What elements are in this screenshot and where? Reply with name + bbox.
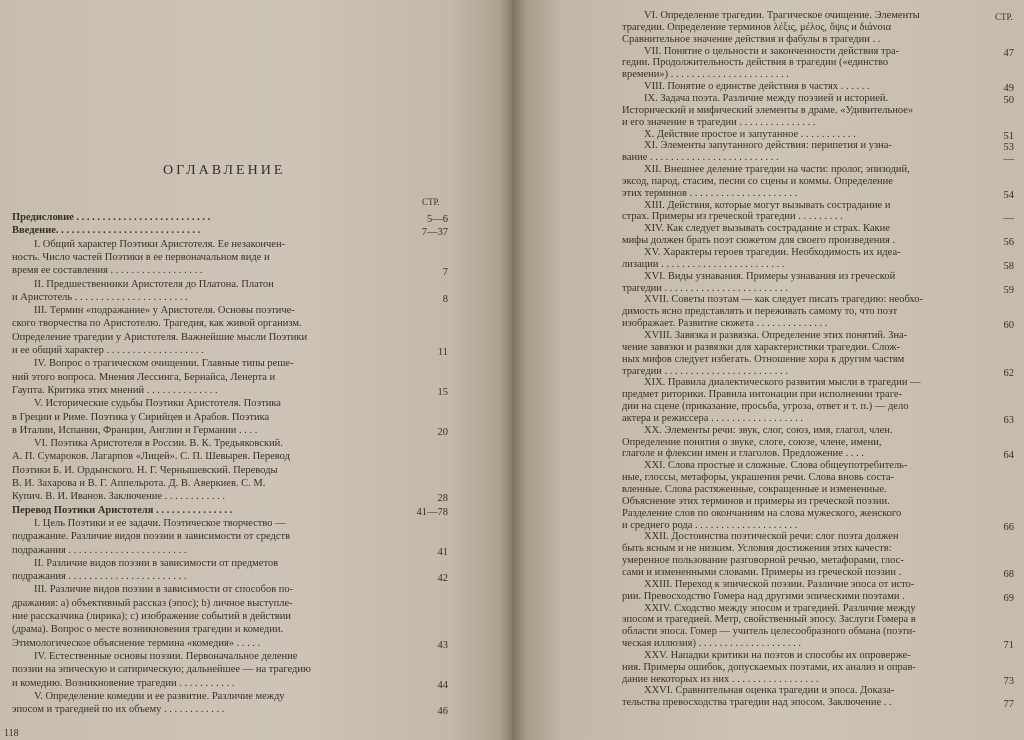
right-line: XXIII. Переход к эпической поэзии. Различие эпоса от исто- [644, 578, 915, 590]
left-page-number: 44 [437, 679, 448, 691]
right-line: вленные. Слова растяженные, сокращенные и измененные. [622, 484, 887, 495]
right-line: XVII. Советы поэтам — как следует писать трагедию: необхо- [644, 294, 923, 306]
right-line: эксод, парод, стасим, песни со сцены и коммы. Определение [622, 175, 893, 187]
left-line: ность. Число частей Поэтики в ее первоначальном виде и [12, 251, 270, 263]
right-line: тельства превосходства трагедии над эпосом. Заключение . . [622, 697, 892, 709]
right-line: рии. Превосходство Гомера над другими эпическими поэтами . [622, 590, 905, 602]
right-line: димость ясно представлять и переживать самому то, что поэт [622, 306, 898, 318]
left-line: V. Исторические судьбы Поэтики Аристотеля. Поэтика [34, 398, 281, 410]
left-line: III. Различие видов поэзии в зависимости от способов по- [34, 584, 294, 596]
left-line: и ее общий характер . . . . . . . . . . . . . . . . . . . [12, 345, 204, 356]
left-line: ние рассказчика (лирика); с) изображение событий в действии [12, 611, 291, 622]
left-line: I. Общий характер Поэтики Аристотеля. Ее незакончен- [34, 238, 286, 250]
left-line: и Аристотель . . . . . . . . . . . . . . . . . . . . . . [12, 291, 188, 303]
right-page-number: 47 [1003, 47, 1014, 59]
right-line: XXI. Слова простые и сложные. Слова общеупотребитель- [644, 460, 908, 472]
left-line: подражания . . . . . . . . . . . . . . . . . . . . . . . [12, 544, 187, 556]
right-line: дание некоторых из них . . . . . . . . . . . . . . . . . [622, 673, 819, 685]
right-line: XXIV. Сходство между эпосом и трагедией. Различие между [644, 602, 916, 614]
right-line: времени») . . . . . . . . . . . . . . . . . . . . . . . [622, 69, 789, 81]
left-line: VI. Поэтика Аристотеля в России. В. К. Тредьяковский. [34, 438, 283, 450]
right-line: мифы должен брать поэт сюжетом для своего произведения . [622, 235, 896, 247]
right-page-number: 69 [1003, 592, 1014, 604]
right-page-number: 50 [1003, 94, 1014, 106]
right-line: актера и режиссера . . . . . . . . . . . . . . . . . . [622, 412, 803, 424]
left-line: Гаупта. Критика этих мнений . . . . . . . . . . . . . . [12, 384, 218, 396]
right-line: трагедии . . . . . . . . . . . . . . . . . . . . . . . . [622, 282, 788, 294]
page-column-header: СТР. [422, 197, 440, 207]
right-line: ные, глоссы, метафоры, украшения речи. Слова вновь соста- [622, 472, 895, 484]
right-line: страх. Примеры из греческой трагедии . . . . . . . . . [622, 211, 843, 223]
right-page-number: 53 [1003, 142, 1014, 154]
right-page-number: 58 [1003, 260, 1014, 272]
right-line: XXVI. Сравнительная оценка трагедии и эпоса. Доказа- [644, 685, 895, 697]
right-line: ния. Примеры ошибок, допускаемых поэтами, их анализ и оправ- [622, 661, 916, 673]
right-page-number: 77 [1003, 699, 1014, 711]
right-page-number: 63 [1003, 414, 1014, 426]
left-page-number: 41—78 [416, 506, 448, 518]
left-line: Введение. . . . . . . . . . . . . . . . . . . . . . . . . . . . [12, 225, 201, 237]
left-page-number: 15 [437, 386, 448, 398]
right-line: Объяснение этих терминов и примеры из греческой поэзии. [622, 495, 890, 507]
left-line: I. Цель Поэтики и ее задачи. Поэтическое творчество — [34, 517, 286, 529]
folio-number: 118 [4, 728, 19, 739]
right-line: XVIII. Завязка и развязка. Определение этих понятий. Зна- [644, 329, 908, 341]
right-line: области эпоса. Гомер — учитель целесообразного обмана (поэти- [622, 626, 916, 638]
right-line: Сравнительное значение действия и фабулы в трагедии . . [622, 33, 881, 45]
right-line: XV. Характеры героев трагедии. Необходимость их идеа- [644, 247, 901, 258]
left-line: подражание. Различие видов поэзии в зависимости от средств [12, 531, 291, 543]
right-line: IX. Задача поэта. Различие между поэзией и историей. [644, 92, 889, 104]
left-line: подражания . . . . . . . . . . . . . . . . . . . . . . . [12, 571, 187, 583]
left-page-number: 42 [437, 573, 448, 585]
right-line: изображает. Развитие сюжета . . . . . . . . . . . . . . [622, 318, 828, 330]
left-page-number: 28 [437, 493, 448, 505]
right-page-number: — [1003, 213, 1014, 225]
left-line: IV. Естественные основы поэзии. Первоначальное деление [34, 650, 298, 662]
right-line: дии на сцене (приказание, просьба, угроза, ответ и т. п.) — дело [622, 401, 909, 413]
left-line: эпосом и трагедией по их объему . . . . . . . . . . . . [12, 704, 225, 716]
left-line: II. Предшественники Аристотеля до Платона. Платон [34, 278, 274, 290]
left-line: Этимологическое объяснение термина «комедия» . . . . . [12, 637, 261, 649]
left-page-number: 7—37 [421, 227, 448, 239]
left-line: ний этого вопроса. Мнения Лессинга, Бернайса, Ленерта и [12, 371, 276, 383]
right-line: XXII. Достоинства поэтической речи: слог поэта должен [644, 531, 899, 543]
left-page-number: 43 [437, 639, 448, 651]
left-line: Поэтики Б. И. Ордынского. Н. Г. Чернышевский. Переводы [12, 464, 278, 476]
right-page [512, 0, 1024, 740]
left-line: в Греции и Риме. Поэтика у Сирийцев и Арабов. Поэтика [12, 411, 270, 423]
right-line: быть ясным и не низким. Условия достижения этих качеств: [622, 543, 892, 555]
left-line: время ее составления . . . . . . . . . . . . . . . . . . [12, 265, 203, 277]
right-line: трагедии . . . . . . . . . . . . . . . . . . . . . . . . [622, 365, 788, 377]
right-line: этих терминов . . . . . . . . . . . . . . . . . . . . . [622, 187, 798, 199]
right-page-number: 68 [1003, 568, 1014, 580]
left-line: III. Термин «подражание» у Аристотеля. Основы поэтиче- [34, 305, 295, 317]
right-line: Определение понятия о звуке, слоге, союзе, члене, имени, [622, 436, 882, 448]
left-line: II. Различие видов поэзии в зависимости от предметов [34, 557, 279, 569]
right-line: и его значение в трагедии . . . . . . . . . . . . . . . [622, 116, 816, 128]
left-line: V. Определение комедии и ее развитие. Различие между [34, 690, 285, 702]
right-line: XXV. Нападки критики на поэтов и способы их опроверже- [644, 649, 911, 661]
left-line: Купич. В. И. Иванов. Заключение . . . . . . . . . . . . [12, 491, 226, 503]
right-page-number: 64 [1003, 450, 1014, 462]
right-line: XIX. Правила диалектического развития мысли в трагедии — [644, 377, 921, 389]
left-line: Предисловие . . . . . . . . . . . . . . . . . . . . . . . . . . [12, 212, 211, 223]
right-line: глаголе и флексии имен и глаголов. Предложение . . . . [622, 448, 864, 460]
left-page-number: 46 [437, 706, 448, 718]
right-line: XVI. Виды узнавания. Примеры узнавания из греческой [644, 270, 896, 282]
right-page-number: — [1003, 154, 1014, 166]
right-line: вание . . . . . . . . . . . . . . . . . . . . . . . . . [622, 152, 779, 164]
right-line: лизации . . . . . . . . . . . . . . . . . . . . . . . . [622, 258, 785, 270]
right-line: XIII. Действия, которые могут вызывать сострадание и [644, 199, 891, 211]
right-line: Исторический и мифический элементы в драме. «Удивительное» [622, 104, 914, 116]
right-line: эпосом и трагедией. Метр, свойственный эпосу. Заслуги Гомера в [622, 614, 916, 626]
right-line: XII. Внешнее деление трагедии на части: пролог, эпизодий, [644, 164, 910, 176]
right-page-number: 59 [1003, 284, 1014, 296]
left-line: (драма). Вопрос о месте возникновения трагедии и комедии. [12, 624, 284, 636]
left-line: Перевод Поэтики Аристотеля . . . . . . . . . . . . . . . [12, 504, 233, 516]
left-line: и комедию. Возникновение трагедии . . . . . . . . . . . [12, 677, 235, 689]
left-line: А. П. Сумароков. Лагарпов «Лицей». С. П. Шевырев. Перевод [12, 451, 290, 463]
right-page-number: 54 [1003, 189, 1014, 201]
right-line: ных мифов следует избегать. Отношение хора к другим частям [622, 353, 905, 365]
right-line: умеренное пользование разговорной речью, метафорами, глос- [622, 555, 904, 567]
right-line: VI. Определение трагедии. Трагическое очищение. Элементы [644, 10, 920, 21]
left-line: ского творчества по Аристотелю. Трагедия, как живой организм. [12, 318, 302, 330]
right-line: предмет риторики. Правила интонации при исполнении траге- [622, 389, 903, 401]
left-page-number: 7 [442, 267, 448, 279]
left-page-number: 41 [437, 546, 448, 558]
right-line: трагедии. Определение терминов λέξις, μέλος, ὄψις и διάνοια [622, 21, 892, 33]
left-page-number: 20 [437, 426, 448, 438]
right-line: и среднего рода . . . . . . . . . . . . . . . . . . . . [622, 519, 798, 531]
right-line: VIII. Понятие о единстве действия в частях . . . . . . [644, 81, 870, 93]
book-gutter [500, 0, 526, 740]
right-line: чение завязки и развязки для характеристики трагедии. Слож- [622, 341, 901, 353]
left-line: поэзии на эпическую и сатирическую; дальнейшее — на трагедию [12, 664, 311, 676]
right-page-number: 62 [1003, 367, 1014, 379]
right-line: гедии. Продолжительность действия в трагедии («единство [622, 57, 889, 69]
left-line: дражания: а) объективный рассказ (эпос); b) личное выступле- [12, 597, 293, 609]
right-line: XI. Элементы запутанного действия: перипетия и узна- [644, 140, 892, 152]
right-page-number: 60 [1003, 320, 1014, 332]
left-line: В. И. Захарова и В. Г. Аппельрота. Д. В. Аверкиев. С. М. [12, 478, 266, 489]
right-line: XX. Элементы речи: звук, слог, союз, имя, глагол, член. [644, 424, 893, 436]
left-page-number: 5—6 [427, 214, 448, 225]
page-title: ОГЛАВЛЕНИЕ [163, 163, 286, 178]
right-page-number: 73 [1003, 675, 1014, 687]
right-line: сами и измененными словами. Примеры из греческой поэзии . [622, 566, 902, 578]
right-page-number: 66 [1003, 521, 1014, 533]
left-line: в Италии, Испании, Франции, Англии и Германии . . . . [12, 424, 258, 436]
right-page-number: 51 [1003, 130, 1014, 142]
page-column-header-right: СТР. [995, 12, 1013, 22]
right-line: ческая иллюзия) . . . . . . . . . . . . . . . . . . . . [622, 638, 801, 650]
left-line: IV. Вопрос о трагическом очищении. Главные типы реше- [34, 358, 294, 370]
right-line: X. Действие простое и запутанное . . . . . . . . . . . [644, 128, 856, 140]
left-line: Определение трагедии у Аристотеля. Важнейшие мысли Поэтики [12, 331, 308, 343]
left-page-number: 11 [437, 347, 448, 358]
right-page-number: 49 [1003, 83, 1014, 95]
right-page-number: 71 [1003, 640, 1014, 652]
right-page-number: 56 [1003, 237, 1014, 249]
right-line: Разделение слов по окончаниям на слова мужеского, женского [622, 507, 902, 519]
left-page-number: 8 [442, 293, 448, 305]
right-line: VII. Понятие о цельности и законченности действия тра- [644, 45, 900, 57]
right-line: XIV. Как следует вызывать сострадание и страх. Какие [644, 223, 890, 235]
